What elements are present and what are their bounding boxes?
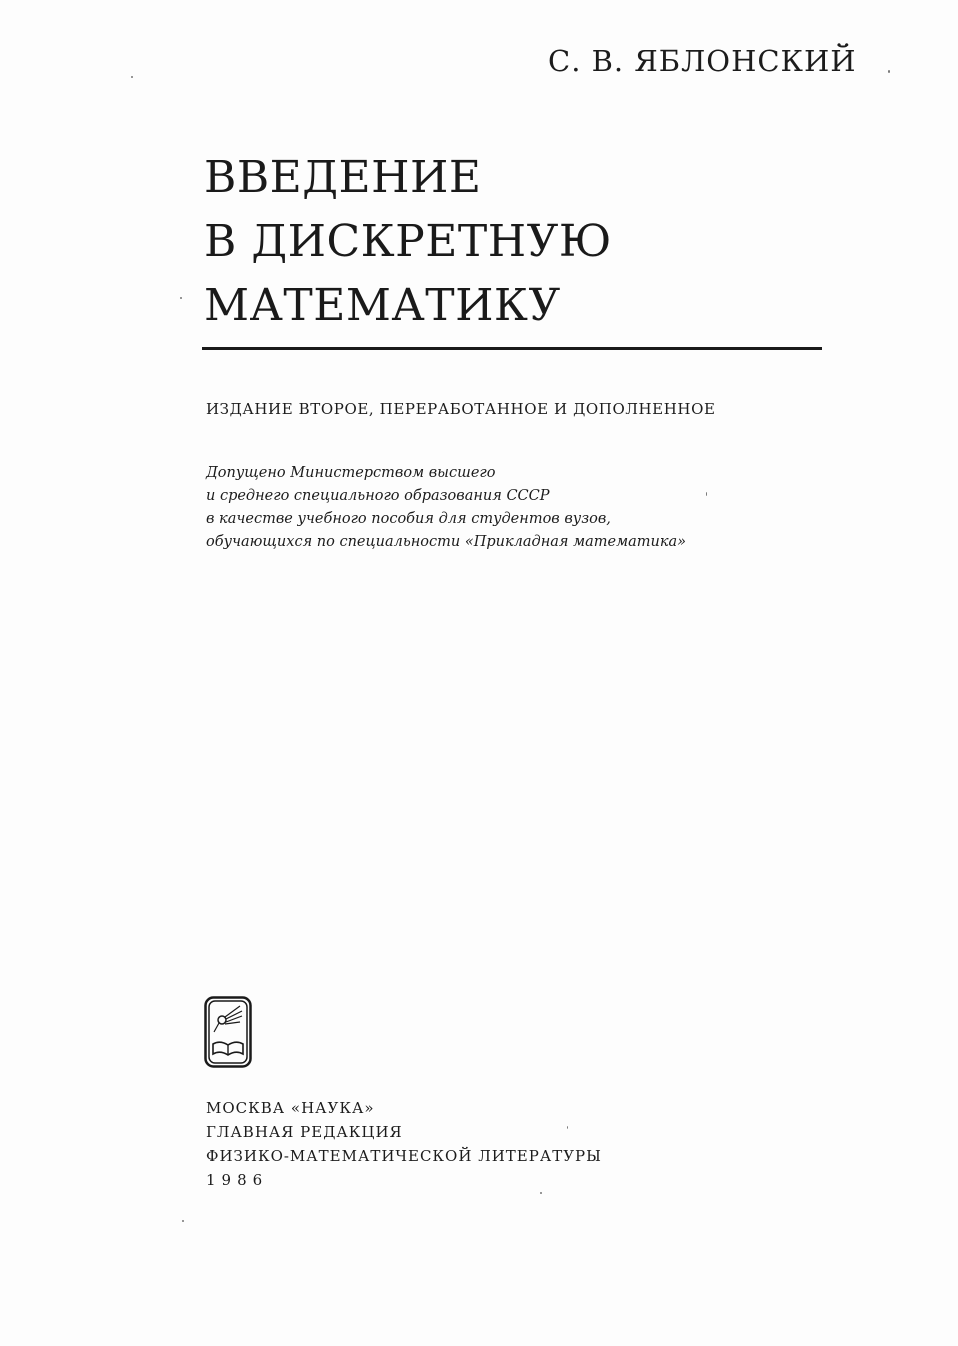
- title-divider: [202, 347, 822, 350]
- title-line-1: ВВЕДЕНИЕ: [204, 152, 482, 203]
- ministry-approval: [206, 462, 686, 554]
- approval-line-3: в качестве учебного пособия для студентов вузов,: [206, 511, 611, 527]
- publisher-line-1: МОСКВА «НАУКА»: [206, 1099, 375, 1117]
- approval-line-4: обучающихся по специальности «Прикладная математика»: [206, 534, 687, 550]
- scan-speck: [567, 1126, 568, 1129]
- scan-speck: [540, 1192, 542, 1194]
- approval-line-1: Допущено Министерством высшего: [206, 465, 496, 481]
- scan-speck: [131, 76, 133, 78]
- scan-speck: [706, 492, 707, 496]
- book-title: [204, 146, 824, 338]
- publisher-imprint: [206, 1096, 602, 1192]
- scan-speck: [180, 297, 182, 299]
- author-name: С. В. ЯБЛОНСКИЙ: [548, 44, 857, 78]
- edition-note: ИЗДАНИЕ ВТОРОЕ, ПЕРЕРАБОТАННОЕ И ДОПОЛНЕННОЕ: [206, 400, 716, 418]
- title-line-3: МАТЕМАТИКУ: [204, 280, 561, 331]
- publisher-line-2: ГЛАВНАЯ РЕДАКЦИЯ: [206, 1123, 403, 1141]
- scan-speck: [888, 70, 890, 73]
- approval-line-2: и среднего специального образования СССР: [206, 488, 550, 504]
- title-line-2: В ДИСКРЕТНУЮ: [204, 216, 612, 267]
- publication-year: 1986: [206, 1171, 269, 1189]
- publisher-logo-icon: [204, 996, 252, 1068]
- publisher-line-3: ФИЗИКО-МАТЕМАТИЧЕСКОЙ ЛИТЕРАТУРЫ: [206, 1147, 602, 1165]
- scan-speck: [182, 1220, 184, 1222]
